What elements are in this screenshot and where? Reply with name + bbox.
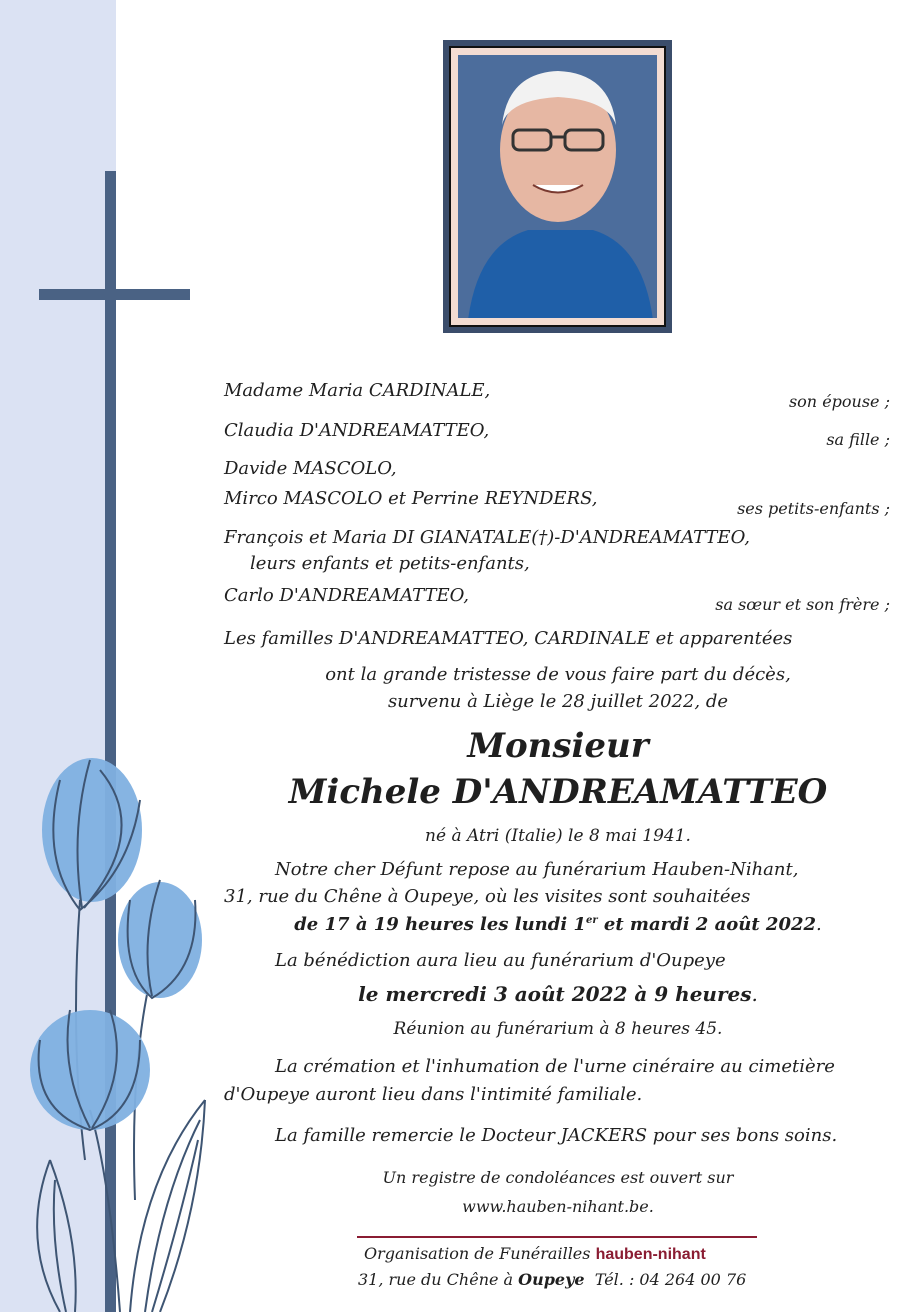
family-name-1: Madame Maria CARDINALE, bbox=[224, 380, 491, 401]
family-name-5: François et Maria DI GIANATALE(†)-D'ANDREAMATTEO, bbox=[224, 527, 750, 548]
cremation-line-2: d'Oupeye auront lieu dans l'intimité familiale. bbox=[224, 1084, 643, 1105]
portrait-silhouette bbox=[458, 55, 657, 318]
ceremony-date-end: . bbox=[751, 982, 758, 1006]
ceremony-line-3: Réunion au funérarium à 8 heures 45. bbox=[393, 1019, 723, 1039]
registry-line-1: Un registre de condoléances est ouvert sur bbox=[382, 1168, 734, 1187]
portrait-mat bbox=[449, 46, 666, 327]
deceased-name: Michele D'ANDREAMATTEO bbox=[288, 772, 828, 812]
ceremony-date: le mercredi 3 août 2022 à 9 heures bbox=[358, 982, 752, 1006]
family-name-3: Davide MASCOLO, bbox=[224, 458, 397, 479]
visits-line-3 bbox=[224, 914, 892, 935]
registry-url[interactable]: www.hauben-nihant.be. bbox=[462, 1197, 654, 1216]
tulip-flowers-illustration bbox=[0, 740, 230, 1312]
announcement-line-2: survenu à Liège le 28 juillet 2022, de bbox=[387, 691, 729, 712]
footer-address-street: 31, rue du Chêne à bbox=[358, 1270, 519, 1289]
family-name-4: Mirco MASCOLO et Perrine REYNDERS, bbox=[224, 488, 598, 509]
deceased-birth: né à Atri (Italie) le 8 mai 1941. bbox=[425, 826, 691, 846]
cremation-line-1: La crémation et l'inhumation de l'urne cinéraire au cimetière bbox=[275, 1056, 835, 1077]
family-relation-1: son épouse ; bbox=[788, 392, 890, 411]
announcement-line-1: ont la grande tristesse de vous faire part du décès, bbox=[325, 664, 791, 685]
footer-phone: Tél. : 04 264 00 76 bbox=[584, 1270, 747, 1289]
visits-hours-end: . bbox=[816, 914, 822, 935]
visits-hours-a: de 17 à 19 heures les lundi 1 bbox=[294, 914, 586, 935]
ceremony-line-1: La bénédiction aura lieu au funérarium d'Oupeye bbox=[275, 950, 726, 971]
visits-line-1: Notre cher Défunt repose au funérarium Hauben-Nihant, bbox=[275, 859, 799, 880]
footer-divider bbox=[357, 1236, 757, 1238]
family-name-2: Claudia D'ANDREAMATTEO, bbox=[224, 420, 490, 441]
family-relation-7: sa sœur et son frère ; bbox=[715, 595, 890, 614]
family-name-6: leurs enfants et petits-enfants, bbox=[250, 553, 530, 574]
footer-organisation bbox=[364, 1244, 706, 1264]
family-name-7: Carlo D'ANDREAMATTEO, bbox=[224, 585, 470, 606]
family-relation-4: ses petits-enfants ; bbox=[737, 499, 890, 518]
family-name-8: Les familles D'ANDREAMATTEO, CARDINALE et apparentées bbox=[224, 628, 793, 649]
thanks-text: La famille remercie le Docteur JACKERS pour ses bons soins. bbox=[275, 1125, 838, 1146]
visits-hours-b: et mardi 2 août 2022 bbox=[597, 914, 817, 935]
footer-org-label: Organisation de Funérailles bbox=[364, 1244, 596, 1263]
portrait-frame bbox=[443, 40, 672, 333]
deceased-title: Monsieur bbox=[467, 726, 649, 766]
ceremony-line-2 bbox=[224, 982, 892, 1006]
footer-brand-logo: hauben-nihant bbox=[595, 1246, 706, 1263]
visits-hours-sup: er bbox=[585, 915, 598, 926]
footer-address bbox=[358, 1270, 746, 1289]
portrait-photo bbox=[458, 55, 657, 318]
cross-horizontal-beam bbox=[39, 289, 190, 300]
footer-address-city: Oupeye bbox=[518, 1270, 585, 1289]
family-relation-2: sa fille ; bbox=[826, 430, 890, 449]
visits-line-2: 31, rue du Chêne à Oupeye, où les visites sont souhaitées bbox=[224, 886, 751, 907]
